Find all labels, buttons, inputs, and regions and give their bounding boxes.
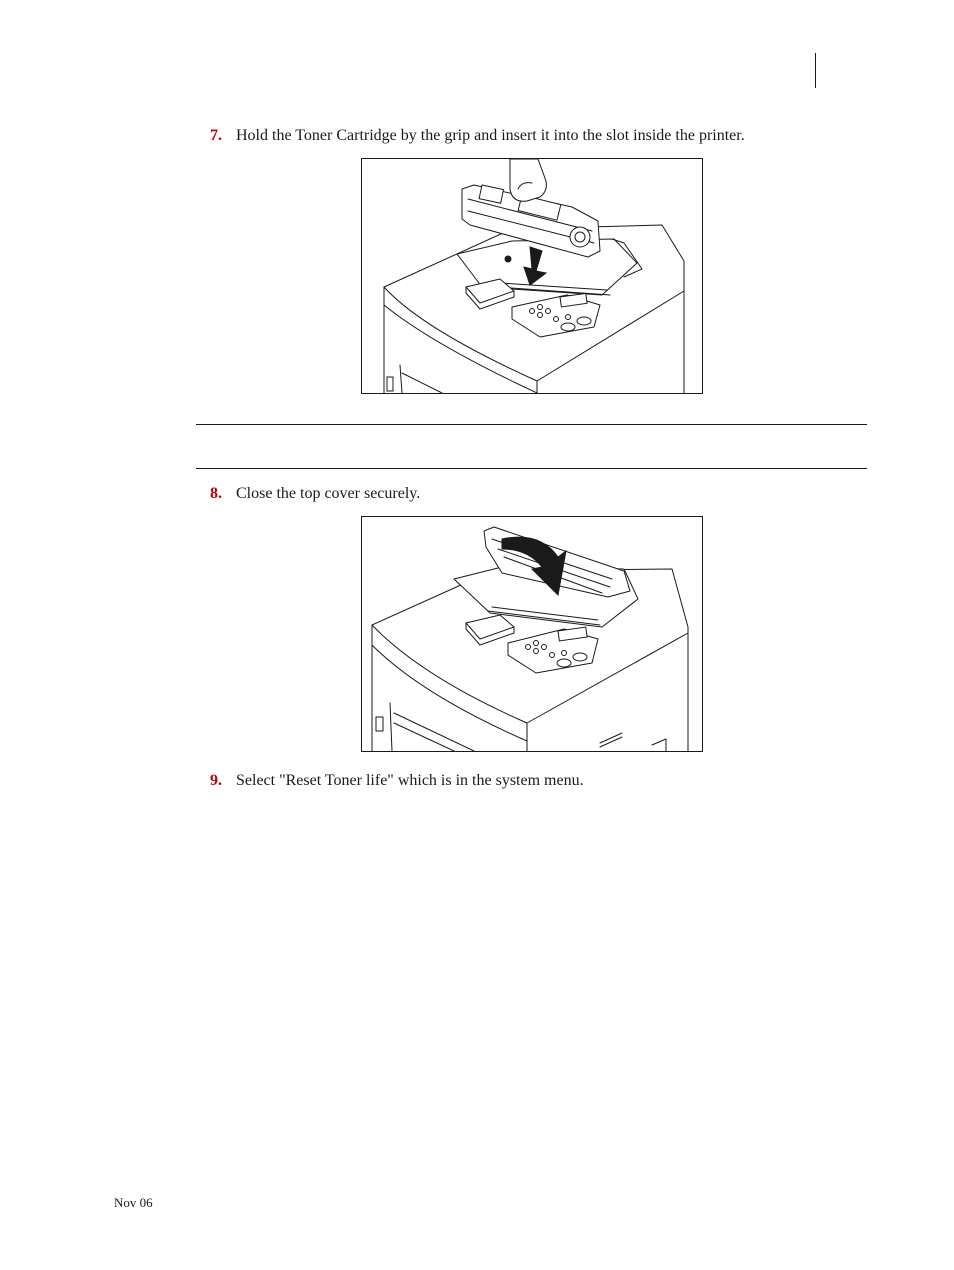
- step-number: 8.: [210, 485, 222, 502]
- step-text: Select "Reset Toner life" which is in the system menu.: [236, 772, 584, 789]
- figure-close-top-cover: [361, 516, 703, 752]
- printer-close-cover-illustration: [362, 517, 702, 751]
- divider-top: [196, 424, 867, 425]
- printer-toner-insert-illustration: [362, 159, 702, 393]
- step-text: Hold the Toner Cartridge by the grip and insert it into the slot inside the printer.: [236, 127, 745, 144]
- step-8: [210, 484, 420, 504]
- step-number: 9.: [210, 772, 222, 789]
- step-text: Close the top cover securely.: [236, 485, 421, 502]
- step-7: [210, 126, 745, 146]
- figure-insert-toner-cartridge: [361, 158, 703, 394]
- footer-date: Nov 06: [114, 1195, 153, 1210]
- divider-bottom: [196, 468, 867, 469]
- step-number: 7.: [210, 127, 222, 144]
- step-9: [210, 771, 584, 791]
- page-edge-marker: [815, 53, 816, 88]
